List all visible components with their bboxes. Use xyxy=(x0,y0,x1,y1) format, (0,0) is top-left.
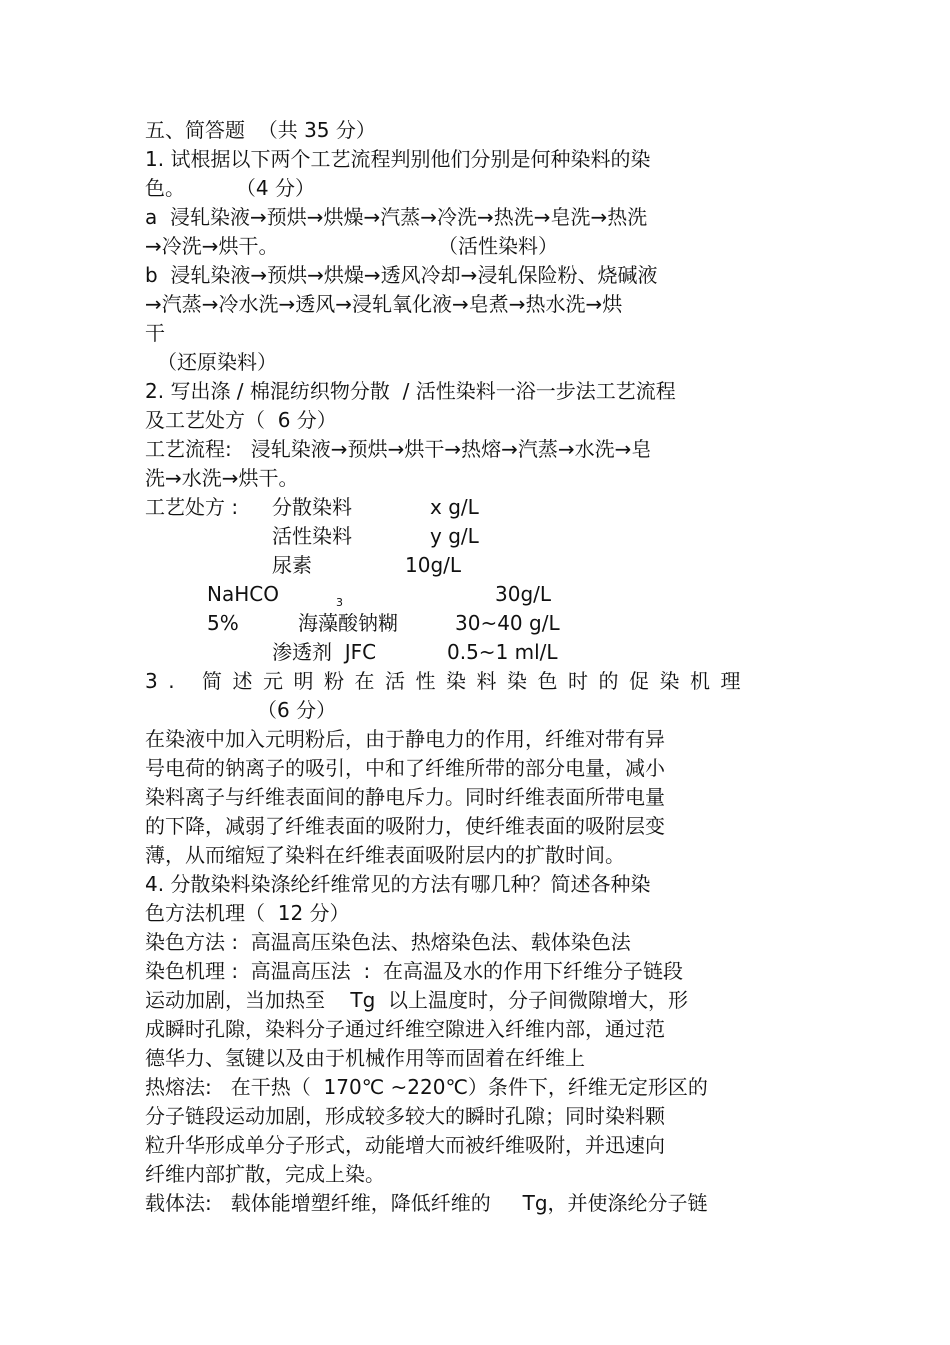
recipe-item-amount: 30g/L xyxy=(495,582,552,606)
recipe-item-name: 渗透剂 JFC xyxy=(272,640,377,664)
q2-title-line-2: 及工艺处方（ 6 分） xyxy=(145,408,337,432)
section-heading: 五、简答题 （共 35 分） xyxy=(145,118,376,142)
q4-body-line: 纤维内部扩散，完成上染。 xyxy=(145,1162,385,1186)
recipe-item-percent: 5% xyxy=(207,611,239,635)
q1-b-line-2: →汽蒸→冷水洗→透风→浸轧氧化液→皂煮→热水洗→烘 xyxy=(145,292,623,316)
recipe-item-name xyxy=(207,580,279,608)
recipe-item-name: 海藻酸钠糊 xyxy=(298,611,398,635)
q3-body-line: 号电荷的钠离子的吸引，中和了纤维所带的部分电量，减小 xyxy=(145,756,665,780)
q1-a-answer: （活性染料） xyxy=(438,234,558,258)
q1-b-line-1: b 浸轧染液→预烘→烘燥→透风冷却→浸轧保险粉、烧碱液 xyxy=(145,263,658,287)
q1-b-answer: （还原染料） xyxy=(157,350,277,374)
q1-title-line-2: 色。 （4 分） xyxy=(145,176,315,200)
recipe-item-amount: y g/L xyxy=(430,524,479,548)
q3-title-line-2: （6 分） xyxy=(257,698,337,722)
recipe-item-amount: 0.5~1 ml/L xyxy=(447,640,558,664)
q4-title-line-2: 色方法机理（ 12 分） xyxy=(145,901,350,925)
recipe-formula: NaHCO xyxy=(207,582,279,606)
q4-body-line: 热熔法: 在干热（ 170℃ ~220℃）条件下，纤维无定形区的 xyxy=(145,1075,708,1099)
q4-body-line: 德华力、氢键以及由于机械作用等而固着在纤维上 xyxy=(145,1046,585,1070)
q3-body-line: 薄，从而缩短了染料在纤维表面吸附层内的扩散时间。 xyxy=(145,843,625,867)
q3-body-line: 在染液中加入元明粉后，由于静电力的作用，纤维对带有异 xyxy=(145,727,665,751)
q4-body-line: 染色方法 : 高温高压染色法、热熔染色法、载体染色法 xyxy=(145,930,631,954)
recipe-item-name: 分散染料 xyxy=(272,495,352,519)
recipe-item-amount: 10g/L xyxy=(405,553,462,577)
q4-body-line: 成瞬时孔隙，染料分子通过纤维空隙进入纤维内部，通过范 xyxy=(145,1017,665,1041)
q3-title-line-1: 3. 简述元明粉在活性染料染色时的促染机理 xyxy=(145,669,751,693)
recipe-item-name: 活性染料 xyxy=(272,524,352,548)
q4-body-line: 运动加剧，当加热至 Tg 以上温度时，分子间微隙增大，形 xyxy=(145,988,689,1012)
recipe-item-amount: 30~40 g/L xyxy=(455,611,560,635)
q1-title-line-1: 1. 试根据以下两个工艺流程判别他们分别是何种染料的染 xyxy=(145,147,651,171)
recipe-item-amount: x g/L xyxy=(430,495,479,519)
q4-body-line: 载体法: 载体能增塑纤维，降低纤维的 Tg，并使涤纶分子链 xyxy=(145,1191,708,1215)
q4-title-line-1: 4. 分散染料染涤纶纤维常见的方法有哪几种？简述各种染 xyxy=(145,872,651,896)
q2-title-line-1: 2. 写出涤 / 棉混纺织物分散 / 活性染料一浴一步法工艺流程 xyxy=(145,379,676,403)
q4-body-line: 染色机理 : 高温高压法 : 在高温及水的作用下纤维分子链段 xyxy=(145,959,683,983)
q1-a-line-1: a 浸轧染液→预烘→烘燥→汽蒸→冷洗→热洗→皂洗→热洗 xyxy=(145,205,648,229)
q2-recipe-label: 工艺处方 : xyxy=(145,495,239,519)
recipe-item-name: 尿素 xyxy=(272,553,312,577)
q3-body-line: 的下降，减弱了纤维表面的吸附力，使纤维表面的吸附层变 xyxy=(145,814,665,838)
q3-body-line: 染料离子与纤维表面间的静电斥力。同时纤维表面所带电量 xyxy=(145,785,665,809)
q4-body-line: 粒升华形成单分子形式，动能增大而被纤维吸附，并迅速向 xyxy=(145,1133,665,1157)
q2-process-line-2: 洗→水洗→烘干。 xyxy=(145,466,299,490)
q1-b-line-3: 干 xyxy=(145,321,165,345)
q4-body-line: 分子链段运动加剧，形成较多较大的瞬时孔隙；同时染料颗 xyxy=(145,1104,665,1128)
q1-a-line-2: →冷洗→烘干。 xyxy=(145,234,279,258)
recipe-formula-subscript: 3 xyxy=(336,596,343,609)
q2-process-line-1: 工艺流程: 浸轧染液→预烘→烘干→热熔→汽蒸→水洗→皂 xyxy=(145,437,652,461)
